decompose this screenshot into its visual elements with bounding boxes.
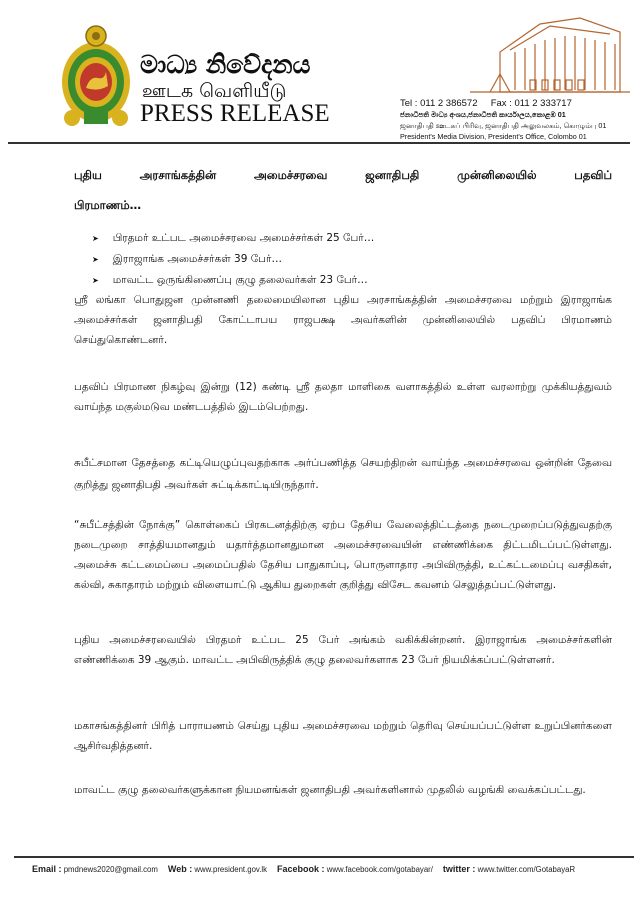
web-link[interactable]: www.president.gov.lk — [194, 865, 268, 874]
paragraph: மகாசங்கத்தினர் பிரித் பாராயணம் செய்து புதிய அமைச்சரவை மற்றும் தெரிவு செய்யப்பட்டுள்ள உறுப்பினர்களை ஆசிர்வதித்தனர். — [74, 720, 612, 752]
bullet-text: மாவட்ட ஒருங்கிணைப்பு குழு தலைவர்கள் 23 பேர்… — [112, 274, 368, 286]
footer-contacts — [32, 864, 628, 874]
arrow-bullet-icon: ➤ — [92, 276, 99, 285]
tel-number: : 011 2 386572 — [414, 98, 478, 109]
fax-number: : 011 2 333717 — [509, 98, 572, 109]
facebook-link[interactable]: www.facebook.com/gotabayar/ — [326, 865, 433, 874]
paragraph: சுபீட்சமான தேசத்தை கட்டியெழுப்புவதற்காக அர்ப்பணித்த செயற்திறன் வாய்ந்த அமைச்சரவை ஒன்றின் தேவை குறித்து ஜனாதிபதி அவர்கள் சுட்டிக்காட்டியிருந்தார். — [74, 457, 612, 491]
paragraph: புதிய அமைச்சரவையில் பிரதமர் உட்பட 25 பேர் அங்கம் வகிக்கின்றனர். இராஜாங்க அமைச்சர்களின் எண்ணிக்கை 39 ஆகும். மாவட்ட அபிவிருத்திக் குழு தலைவர்களாக 23 பேர் நியமிக்கப்பட்டுள்ளனர். — [74, 634, 612, 666]
email-label: Email : — [32, 864, 62, 874]
presidential-building-illustration — [470, 12, 630, 98]
title-line-1: புதிய அரசாங்கத்தின் அமைச்சரவை ஜனாதிபதி முன்னிலையில் பதவிப் — [74, 168, 612, 182]
list-item — [92, 270, 592, 291]
fax-label: Fax — [490, 98, 507, 109]
paragraph: ஸ்ரீ லங்கா பொதுஜன முன்னணி தலைமையிலான புதிய அரசாங்கத்தின் அமைச்சரவை மற்றும் இராஜாங்க அமைச்சர்கள் ஜனாதிபதி கோட்டாபய ராஜபக்ஷ அவர்களின் முன்னிலையில் பதவிப் பிரமாணம் செய்துகொண்டனர். — [74, 294, 612, 346]
address-tamil: ஜனாதிபதி ஊடகப் பிரிவு, ஜனாதிபதி அலுவலகம், கொழும்பு 01 — [400, 121, 607, 130]
paragraph: “சுபீட்சத்தின் நோக்கு” கொள்கைப் பிரகடனத்திற்கு ஏற்ப தேசிய வேலைத்திட்டத்தை நடைமுறைப்படுத்துவதற்கு நடைமுறை சாத்தியமானதும் யதார்த்தமானதுமான அமைச்சரவையின் எண்ணிக்கை திட்டமிடப்பட்டுள்ளது. அமைச்சு கட்டமைப்பை அமைப்பதில் தேசிய பாதுகாப்பு, பொருளாதார அபிவிருத்தி, உட்கட்டமைப்பு வசதிகள், கல்வி, சுகாதாரம் மற்றும் விளையாட்டு ஆகிய துறைகள் குறித்து விசேட கவனம் செலுத்தப்பட்டுள்ளது. — [74, 519, 612, 591]
title-sinhala: මාධ්‍ය නිවේදනය — [140, 50, 311, 79]
paragraph: பதவிப் பிரமாண நிகழ்வு இன்று (12) கண்டி ஸ்ரீ தலதா மாளிகை வளாகத்தில் உள்ள வரலாற்று முக்கியத்துவம் வாய்ந்த மகுல்மடுவ மண்டபத்தில் இடம்பெற்றது. — [74, 381, 612, 413]
sri-lanka-emblem-logo — [60, 24, 132, 128]
arrow-bullet-icon: ➤ — [92, 234, 99, 243]
web-label: Web : — [167, 864, 193, 874]
arrow-bullet-icon: ➤ — [92, 255, 99, 264]
bullet-text: இராஜாங்க அமைச்சர்கள் 39 பேர்… — [112, 253, 282, 265]
twitter-link[interactable]: www.twitter.com/GotabayaR — [477, 865, 576, 874]
title-line-2: பிரமாணம்… — [74, 198, 142, 212]
twitter-label: twitter : — [442, 864, 476, 874]
summary-bullet-list — [92, 228, 592, 291]
paragraph: மாவட்ட குழு தலைவர்களுக்கான நியமனங்கள் ஜனாதிபதி அவர்களினால் முதலில் வழங்கி வைக்கப்பட்டது. — [74, 784, 586, 796]
list-item — [92, 249, 592, 270]
address-sinhala: ජනාධිපති මාධ්‍ය අංශය,ජනාධිපති කාර්යාලය,කොළඹ 01 — [400, 110, 566, 119]
list-item — [92, 228, 592, 249]
email-link[interactable]: pmdnews2020@gmail.com — [63, 865, 158, 874]
facebook-label: Facebook : — [277, 864, 325, 874]
tel-label: Tel — [400, 98, 413, 109]
bullet-text: பிரதமர் உட்பட அமைச்சரவை அமைச்சர்கள் 25 பேர்… — [112, 232, 375, 244]
header-divider — [8, 142, 630, 144]
article-title — [74, 160, 612, 220]
title-english: PRESS RELEASE — [140, 100, 330, 127]
address-english: President's Media Division, President's Office, Colombo 01 — [400, 132, 587, 141]
footer-divider — [14, 856, 634, 858]
title-tamil: ஊடக வெளியீடு — [142, 80, 287, 102]
contact-block — [400, 98, 630, 142]
